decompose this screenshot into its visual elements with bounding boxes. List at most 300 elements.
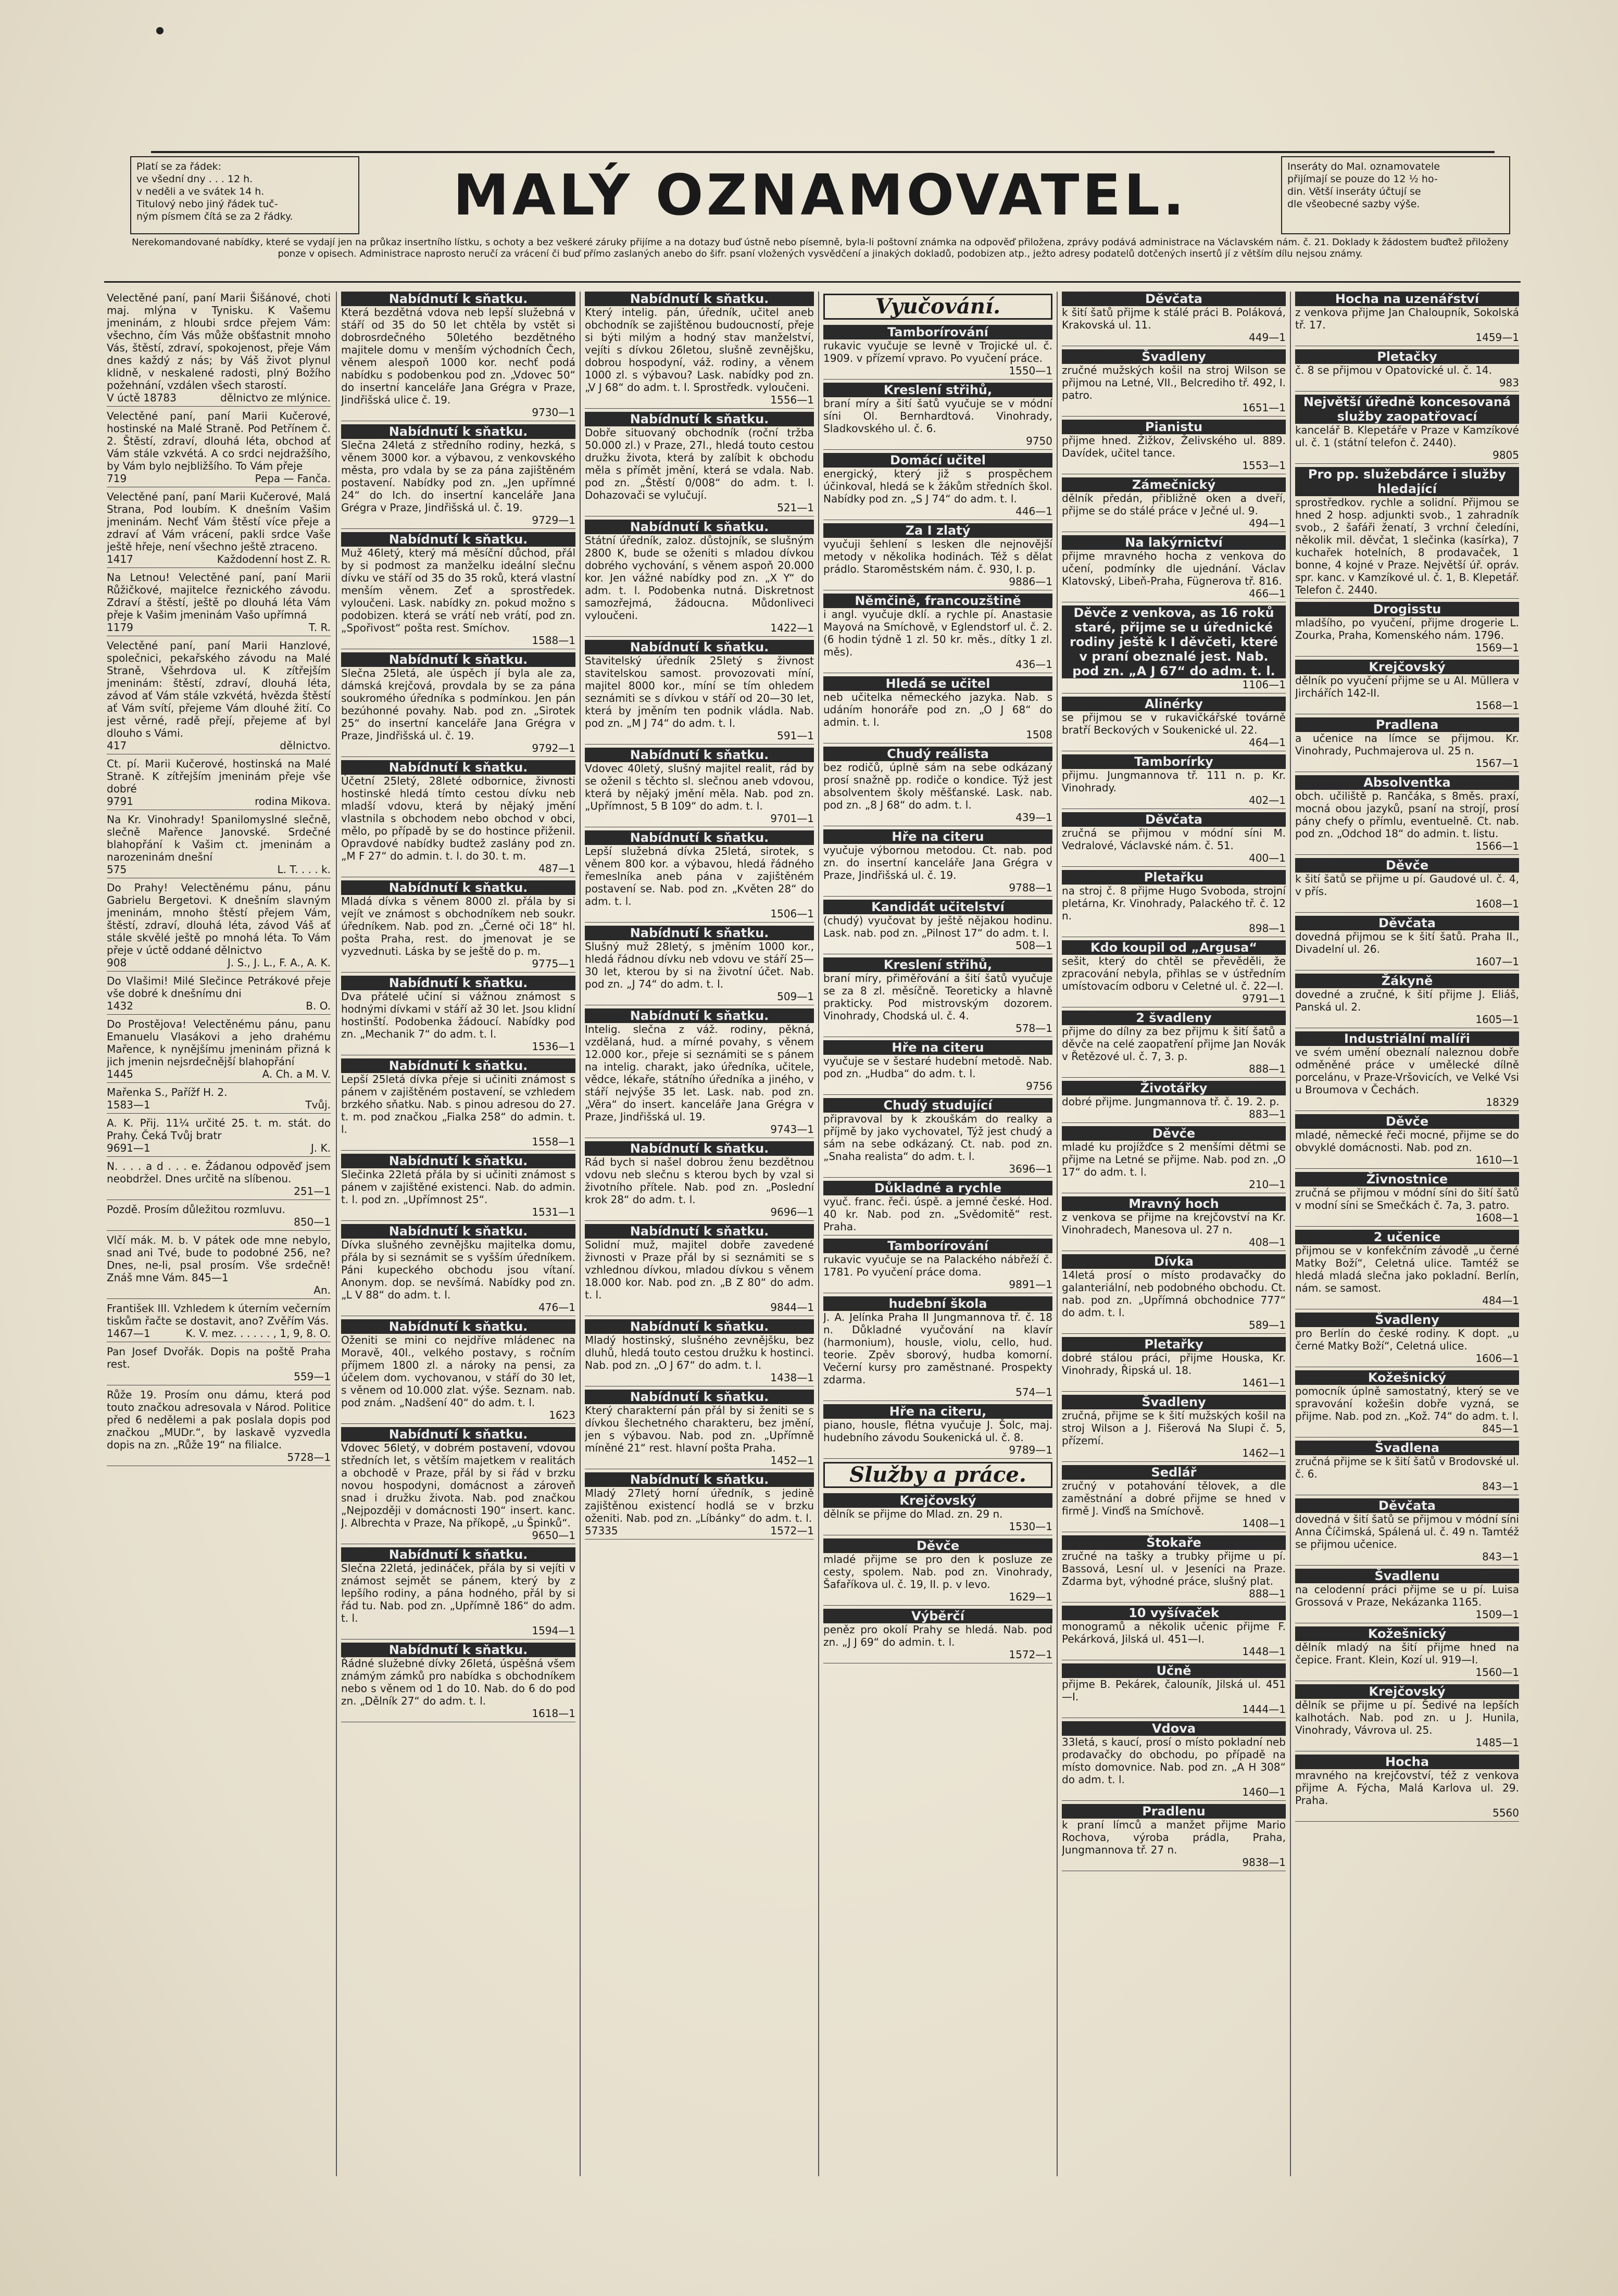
ad-footer-text: 1568—1 [1475, 699, 1519, 712]
ad-body: 14letá prosí o místo prodavačky do galanteriální, neb podobného obchodu. Ct. nab. pod zn. „Upřímná obchodnice 777“ do adm. t. l. [1062, 1269, 1286, 1319]
ad-footer-text: 1106—1 [1242, 678, 1286, 691]
ad-footer [585, 1123, 814, 1136]
ad-heading: Nabídnutí k sňatku. [585, 1472, 814, 1487]
ad-heading: Kožešnický [1295, 1370, 1519, 1385]
ad-footer-text: 1651—1 [1242, 401, 1286, 414]
classified-ad [823, 1239, 1052, 1293]
ad-heading: Nabídnutí k sňatku. [585, 926, 814, 940]
ad-heading: Nabídnutí k sňatku. [585, 292, 814, 306]
ad-footer [1062, 1517, 1286, 1530]
ad-footer [1295, 1608, 1519, 1621]
ad-footer [1062, 459, 1286, 472]
ad-footer-text: 466—1 [1249, 587, 1286, 600]
ad-heading: Děvče z venkova, as 16 roků staré, přijme se u úřednické rodiny ještě k I děvčeti, které v praní obeznalé jest. Nab. pod zn. „A J 67“ do adm. t. l. [1062, 605, 1286, 678]
ad-footer [1295, 1013, 1519, 1026]
ad-footer-text: 9791 [107, 795, 133, 808]
ad-body: rukavic vyučuje se levně v Trojické ul. č. 1909. v přízemí vpravo. Po vyučení práce. [823, 339, 1052, 364]
ad-body: Pan Josef Dvořák. Dopis na poště Praha rest. [107, 1345, 331, 1370]
ad-body: Který intelig. pán, úředník, učitel aneb obchodník se zajištěnou budoucností, přeje si býti milým a hodný stav manželství, vejíti s dívkou 26letou, slušně zevnějšku, dobrou hospodyní, váž. rodiny, a věnem 1000 zl. s výbavou? Lask. nabídky pod zn. „V J 68“ do adm. t. l. Sprostředk. vyloučeni. [585, 306, 814, 394]
ad-footer-text: 18329 [1486, 1096, 1519, 1108]
ad-footer [341, 1707, 575, 1720]
classified-ad [341, 652, 575, 757]
ad-footer-text: dělnictvo ze mlýnice. [220, 392, 331, 404]
top-rule [151, 151, 1495, 153]
classified-ad [1062, 1465, 1286, 1532]
ad-footer [1295, 1154, 1519, 1166]
ad-footer-text: 484—1 [1482, 1294, 1519, 1307]
ad-body: rukavic vyučuje se na Palackého nábřeží č. 1781. Po vyučení práce doma. [823, 1253, 1052, 1278]
ad-footer-text: T. R. [308, 621, 331, 634]
ad-footer [1295, 1480, 1519, 1493]
ad-body: Do Prostějova! Velectěnému pánu, panu Emanuelu Vlasákovi a jeho drahému Mařence, k nynějšímu jmeninám přizná k jich jmenin nejsrdečnější blahopřání [107, 1018, 331, 1068]
ad-heading: Kreslení střihů, [823, 383, 1052, 397]
classified-ad [1062, 1337, 1286, 1392]
ad-heading: Švadleny [1062, 349, 1286, 364]
ad-footer-text: 1610—1 [1475, 1154, 1519, 1166]
ad-footer-text: 476—1 [538, 1301, 575, 1314]
classified-ad [1062, 1126, 1286, 1193]
classified-ad [1295, 1498, 1519, 1566]
ad-heading: Tamborírování [823, 325, 1052, 339]
ad-body: Velectěné paní, paní Marii Šišánové, choti maj. mlýna v Tynisku. K Vašemu jmeninám, z hloubi srdce přejem Vám: všechno, čím Vás může obšťastnit mnoho Vás, štěstí, zdraví, spokojenost, přeje Vám dnes každý z nás; by Váš život plynul klidně, v neskalené radosti, plný Božího požehnání, vzdálen všech starostí. [107, 292, 331, 392]
ad-footer-text: 1438—1 [770, 1371, 814, 1384]
classified-ad [1062, 420, 1286, 474]
ad-body: dělník po vyučení přijme se u Al. Müllera v Jirchářích 142-II. [1295, 674, 1519, 699]
ad-body: Slušný muž 28letý, s jměním 1000 kor., hledá řádnou dívku neb vdovu ve stáří 25—30 let, kterou by si na životní účet. Nab. pod zn. „J 74“ do adm. t. l. [585, 940, 814, 990]
ad-footer-text: 1461—1 [1242, 1377, 1286, 1389]
ad-footer [1295, 1294, 1519, 1307]
ad-footer [1295, 449, 1519, 461]
classified-ad [823, 1181, 1052, 1235]
ad-body: mladšího, po vyučení, přijme drogerie L. Zourka, Praha, Komenského nám. 1796. [1295, 616, 1519, 641]
ad-heading: Hře na citeru [823, 829, 1052, 844]
ad-footer-text: 9791—1 [1242, 992, 1286, 1005]
ad-footer-text: 9743—1 [770, 1123, 814, 1136]
ad-heading: Švadleny [1062, 1395, 1286, 1409]
ad-footer-text: 843—1 [1482, 1480, 1519, 1493]
ad-footer-text: 1445 [107, 1068, 133, 1080]
classified-ad [1295, 395, 1519, 464]
ad-footer-text: Každodenní host Z. R. [217, 553, 331, 565]
ad-footer-text: 1605—1 [1475, 1013, 1519, 1026]
ad-footer-text: J. S., J. L., F. A., A. K. [227, 956, 331, 969]
ad-footer-text: 1608—1 [1475, 1212, 1519, 1224]
classified-ad [1062, 292, 1286, 346]
classified-ad [585, 748, 814, 827]
ad-footer [1295, 376, 1519, 389]
classified-ad [107, 1117, 331, 1157]
box-line: Titulový nebo jiný řádek tuč- [136, 198, 278, 210]
classified-ad [341, 1427, 575, 1544]
ad-footer [585, 1371, 814, 1384]
ad-footer [107, 621, 331, 634]
ad-footer-text: 1550—1 [1009, 364, 1052, 377]
ad-heading: Švadleny [1295, 1313, 1519, 1327]
classified-ad [107, 490, 331, 568]
ad-heading: Důkladné a rychle [823, 1181, 1052, 1195]
classified-ad [823, 747, 1052, 826]
ad-body: mravného na krejčovství, též z venkova přijme A. Fýcha, Malá Karlova ul. 29. Praha. [1295, 1769, 1519, 1807]
ad-body: přijmou se v konfekčním závodě „u černé Matky Boží“, Celetná ulice. Tamtéž se hledá mladá slečna jako pokladní. Berlín, nám. se samost. [1295, 1244, 1519, 1294]
ad-footer-text: 1556—1 [770, 394, 814, 406]
ad-footer-text: 559—1 [294, 1370, 331, 1383]
ad-body: zručná přijme se k šití šatů v Brodovské ul. č. 6. [1295, 1455, 1519, 1480]
classified-ad [585, 1141, 814, 1221]
classified-ad [1295, 1031, 1519, 1111]
ad-footer [1062, 331, 1286, 344]
ad-footer [107, 472, 331, 485]
ad-heading: Pletařky [1062, 1337, 1286, 1352]
classified-ad [1062, 940, 1286, 1007]
ad-footer [1295, 1096, 1519, 1108]
classified-ad [1295, 292, 1519, 346]
classified-ad [585, 1008, 814, 1138]
ad-footer [1062, 922, 1286, 935]
ad-heading: Vdova [1062, 1721, 1286, 1736]
ad-body: Mladý hostinský, slušného zevnějšku, bez dluhů, hledá touto cestou družku k hostinci. Nab. pod zn. „O J 67“ do adm. t. l. [585, 1334, 814, 1371]
ad-footer-text: 1566—1 [1475, 840, 1519, 852]
ad-footer-text: 436—1 [1015, 658, 1052, 671]
ad-footer-text: 9691—1 [107, 1142, 150, 1154]
ad-heading: Kandidát učitelství [823, 900, 1052, 914]
ad-footer [823, 811, 1052, 824]
ad-footer-text: J. K. [310, 1142, 331, 1154]
ad-heading: Pradlena [1295, 717, 1519, 732]
ad-footer-text: 509—1 [777, 990, 814, 1003]
ad-body: Řádné služebné dívky 26letá, úspěšná všem známým zámků pro nabídka s obchodníkem nebo s věnem od 1 do 10. Nab. do 6 do pod zn. „Dělník 27“ do adm. t. l. [341, 1657, 575, 1707]
ad-body: zručná se přijmou v módní síni do šití šatů v modní síni se Smečkách č. 7a, 3. patro. [1295, 1187, 1519, 1212]
ad-body: vyučuji šehlení s lesken dle nejnovější metody v několika hodinách. Též s dělat prádlo. Staroměstském nám. č. 930, I. p. [823, 538, 1052, 575]
ad-footer [1062, 1786, 1286, 1798]
ad-footer [1062, 517, 1286, 529]
classified-ad [1062, 870, 1286, 937]
ad-footer-text: 1460—1 [1242, 1786, 1286, 1798]
ad-body: Velectěné paní, paní Marii Kučerové, Malá Strana, Pod loubím. K dnešním Vašim jmeninám. Nechť Vám štěstí více přeje a zdraví ať Vám vrácení, pakli srdce Vaše ještě hřeje, není všechno ještě ztraceno. [107, 490, 331, 553]
ad-footer-text: 888—1 [1249, 1063, 1286, 1075]
header-rule [104, 281, 1521, 283]
column-divider [818, 292, 819, 2176]
ad-heading: Švadlenu [1295, 1569, 1519, 1583]
ad-body: Mařenka S., Pařížf H. 2. [107, 1086, 228, 1099]
ad-heading: Zámečnický [1062, 477, 1286, 492]
ad-footer-text: 883—1 [1249, 1108, 1286, 1120]
ad-body: se přijmou se v rukavičkářské továrně bratří Beckových v Soukenické ul. 22. [1062, 711, 1286, 736]
classified-ad [1295, 1569, 1519, 1623]
ad-footer-text: 1444—1 [1242, 1703, 1286, 1715]
classified-ad [1295, 1172, 1519, 1227]
column-divider [336, 292, 337, 2176]
ad-column-2 [341, 292, 575, 2187]
ad-footer [341, 406, 575, 419]
ad-heading: Štokaře [1062, 1535, 1286, 1550]
ad-footer [107, 739, 331, 752]
ad-footer [823, 939, 1052, 952]
classified-ad [1295, 1626, 1519, 1681]
classified-ad [1062, 1254, 1286, 1334]
punch-hole-mark [156, 27, 164, 34]
ad-footer [1295, 1666, 1519, 1679]
ad-body: Do Vlašimi! Milé Slečince Petrákové přeje vše dobré k dnešnímu dni [107, 975, 331, 1000]
ad-body: k šití šatů přijme k stálé práci B. Poláková, Krakovská ul. 11. [1062, 306, 1286, 331]
classified-ad [1062, 1535, 1286, 1603]
ad-footer [341, 1136, 575, 1148]
ad-footer-text: 9701—1 [770, 812, 814, 825]
ad-footer [823, 1163, 1052, 1175]
ad-heading: 2 učenice [1295, 1230, 1519, 1244]
classified-ad [107, 758, 331, 810]
ad-footer-text: 494—1 [1249, 517, 1286, 529]
ad-body: přijme B. Pekárek, čalouník, Jilská ul. 451—I. [1062, 1678, 1286, 1703]
classified-ad [823, 1040, 1052, 1095]
ad-body: Dobře situovaný obchodník (roční tržba 50.000 zl.) v Praze, 27l., hledá touto cestou družku života, která by zalíbit k obchodu měla s přímět jmění, která se vdala. Nab. pod zn. „Štěstí 0/008“ do adm. t. l. Dohazovači se vylučují. [585, 426, 814, 501]
ad-body: obch. učiliště p. Rančáka, s 8měs. praxí, mocná obou jazyků, psaní na strojí, prosí pány chefy o přímlu, eventuelně. Ct. nab. pod zn. „Odchod 18“ do admin. t. listu. [1295, 790, 1519, 840]
ad-footer-text: 251—1 [294, 1185, 331, 1197]
ad-footer-text: 1459—1 [1475, 331, 1519, 344]
ad-heading: Nabídnutí k sňatku. [341, 1224, 575, 1239]
box-line: din. Větší inseráty účtují se [1287, 186, 1421, 197]
ad-heading: Kreslení střihů, [823, 957, 1052, 972]
ad-footer-text: 521—1 [777, 501, 814, 514]
ad-body: Vdovec 40letý, slušný majitel realit, rád by se oženil s těchto sl. slečnou aneb vdovou, která by nějaký jmění měla. Nab. pod zn. „Upřímnost, 5 B 109“ do adm. t. l. [585, 762, 814, 812]
classified-ad [823, 594, 1052, 673]
classified-ad [341, 1224, 575, 1316]
ad-footer [107, 1370, 331, 1383]
ad-footer [341, 742, 575, 754]
ad-body: Ct. pí. Marii Kučerové, hostinská na Malé Straně. K zítřejším jmeninám přeje vše dobré [107, 758, 331, 795]
ad-footer [1295, 1736, 1519, 1749]
classified-ad [341, 1547, 575, 1639]
ad-body: Lepší služebná dívka 25letá, sirotek, s věnem 800 kor. a výbavou, hledá řádného řemeslníka aneb pána v zajištěném postavení se. Nab. pod zn. „Květen 28“ do adm. t. l. [585, 845, 814, 907]
ad-heading: Tamborírování [823, 1239, 1052, 1253]
ad-body: Na Letnou! Velectěné paní, paní Marii Růžičkové, majitelce řeznického závodu. Zdraví a štěstí, ještě po dlouhá léta Vám přeje k Vašim jmeninám Vašo upřímná [107, 571, 331, 621]
ad-body: zručný v potahování tělovek, a dle zaměstnání a dobré přijme se hned v firmě J. Vinďš na Smíchově. [1062, 1480, 1286, 1517]
ad-footer-text: 1606—1 [1475, 1352, 1519, 1365]
ad-body: pomocník úplně samostatný, který se ve spravování kožešin dobře vyzná, se přijme. Nab. pod zn. „Kož. 74“ do adm. t. l. [1295, 1385, 1519, 1422]
classified-ad [1062, 1011, 1286, 1078]
ad-footer-text: 57335 [585, 1524, 618, 1537]
ad-heading: Nabídnutí k sňatku. [341, 1058, 575, 1073]
ad-body: sprostředkov. rychle a solidní. Přijmou se hned 2 hosp. adjunkti svob., 1 zahradník svob., 2 šafáři ženatí, 3 vrchní čeledíni, několik mil. děvčat, 1 slečinka (kasírka), 7 kuchařek hotelních, 8 prodavaček, 1 bonne, 4 kojné v Praze. Největší úř. opráv. spr. kanc. v Kamzíkové ul. č. 1, B. Klepetář. Telefon č. 2440. [1295, 496, 1519, 596]
classified-ad [1295, 1313, 1519, 1367]
ad-body: mladé, německé řeči mocné, přijme se do obvyklé domácnosti. Nab. pod zn. [1295, 1129, 1519, 1154]
classified-ad [341, 1058, 575, 1151]
ad-footer-text: 9730—1 [532, 406, 575, 419]
ad-heading: Nabídnutí k sňatku. [585, 1390, 814, 1404]
ad-heading: Děvčata [1062, 292, 1286, 306]
ad-body: pro Berlín do české rodiny. K dopt. „u černé Matky Boží“, Celetná ulice. [1295, 1327, 1519, 1352]
ad-body: dělník se přijme do Mlad. zn. 29 n. [823, 1508, 1003, 1520]
ad-heading: Hocha na uzenářství [1295, 292, 1519, 306]
ad-heading: Děvče [1062, 1126, 1286, 1141]
ad-body: přijmu. Jungmannova tř. 111 n. p. Kr. Vinohrady. [1062, 769, 1286, 794]
ad-body: Velectěné paní, paní Marii Hanzlové, společnici, pekařského závodu na Malé Straně, Všehrdova ul. K zítřejším jmeninám: štěstí, zdraví, dlouhá léta, závod ať Vám stále vzkvétá, hvězda štěstí ať Vám svítí, přejeme Vám dlouhé žití. Co jest věrné, radě přejí, přejeme ať byl dlouho s Vámi. [107, 639, 331, 739]
classified-ad [107, 1086, 331, 1114]
ad-heading: Děvčata [1295, 916, 1519, 930]
ad-body: Státní úředník, zaloz. důstojník, se slušným 2800 K, bude se oženiti s mladou dívkou dobrého vychování, s věnem aspoň 20.000 kor. Jen vážné nabídky pod zn. „X Y“ do adm. t. l. Podobenka nutná. Diskretnost samozřejmá, žádoucna. Můdonliveci vyloučeni. [585, 534, 814, 622]
classified-ad [1295, 916, 1519, 970]
ad-footer-text: 908 [107, 956, 127, 969]
ad-body: sešit, který do chtěl se převěděli, že zpracování nebyla, přihlas se v ústředním umístovacím odboru v Celetné ul. č. 22—I. [1062, 955, 1286, 992]
ad-footer [1062, 1319, 1286, 1331]
ad-footer [1295, 1212, 1519, 1224]
ad-heading: Nabídnutí k sňatku. [341, 1319, 575, 1334]
classified-ad [823, 1538, 1052, 1606]
ad-heading: Hře na citeru, [823, 1404, 1052, 1419]
ad-heading: Krejčovský [1295, 1684, 1519, 1699]
classified-ad [1062, 1395, 1286, 1462]
ad-body: z venkova přijme Jan Chaloupník, Sokolská tř. 17. [1295, 306, 1519, 331]
ad-footer-text: 9696—1 [770, 1206, 814, 1218]
ad-footer [823, 1022, 1052, 1035]
ad-body: na celodenní práci přijme se u pí. Luisa Grossová v Praze, Nekázanka 1165. [1295, 1583, 1519, 1608]
ad-footer [585, 1454, 814, 1467]
ad-heading: Hocha [1295, 1755, 1519, 1769]
ad-footer-text: 1536—1 [532, 1040, 575, 1053]
classified-ad [1062, 1081, 1286, 1123]
ad-heading: Hledá se učitel [823, 676, 1052, 691]
ad-footer [1062, 1447, 1286, 1459]
ad-footer-text: 9886—1 [1009, 575, 1052, 588]
classified-ad [107, 1203, 331, 1231]
ad-footer-text: 1179 [107, 621, 133, 634]
ad-column-5 [1062, 292, 1286, 2187]
ad-footer [341, 634, 575, 647]
ad-footer-text: 1583—1 [107, 1099, 150, 1111]
ad-heading: Nabídnutí k sňatku. [341, 880, 575, 895]
ad-body: mladé přijme se pro den k posluze ze cesty, spolem. Nab. pod zn. Vinohrady, Šafaříkova ul. č. 19, II. p. v levo. [823, 1553, 1052, 1591]
ad-heading: Nabídnutí k sňatku. [341, 652, 575, 667]
ad-body: Slečinka 22letá přála by si učiniti známost s pánem v zajištěné existenci. Nab. do admin. t. l. pod zn. „Upřímnost 25“. [341, 1168, 575, 1206]
classified-ad [341, 760, 575, 877]
ad-body: Slečna 25letá, ale úspěch jí byla ale za, dámská krejčová, provdala by se za pána soukromého úředníka s podmínkou. Jen pán bezúhonné povahy. Nab. pod zn. „Sirotek 25“ do insertní kanceláře Jana Grégra v Praze, Jindřišská ul. č. 19. [341, 667, 575, 742]
ad-heading: Nabídnutí k sňatku. [341, 532, 575, 547]
ad-heading: Nabídnutí k sňatku. [341, 976, 575, 990]
ad-body: Který charakterní pán přál by si ženiti se s dívkou šlechetného charakteru, bez jmění, jen s výbavou. Nab. pod zn. „Upřímně míněné 21“ rest. hlavní pošta Praha. [585, 1404, 814, 1454]
ad-heading: Pletačky [1295, 349, 1519, 364]
ad-footer-text: dělnictvo. [280, 739, 331, 752]
ad-footer-text: 1588—1 [532, 634, 575, 647]
ad-footer-text: 1485—1 [1475, 1736, 1519, 1749]
ad-body: dobré přijme. Jungmannova tř. č. 19. 2. p. [1062, 1095, 1280, 1108]
ad-footer-text: 1467—1 [107, 1327, 150, 1340]
ad-heading: Nabídnutí k sňatku. [341, 1643, 575, 1657]
classified-ad [107, 292, 331, 407]
ad-heading: Nabídnutí k sňatku. [585, 412, 814, 426]
ad-heading: Děvče [823, 1538, 1052, 1553]
classified-ad [1295, 1441, 1519, 1495]
box-line: v neděli a ve svátek 14 h. [136, 186, 265, 197]
ad-body: dělník mladý na šití přijme hned na čepice. Frant. Klein, Kozí ul. 919—I. [1295, 1641, 1519, 1666]
ad-footer-text: 9805 [1492, 449, 1519, 461]
ad-body: Dva přátelé učiní si vážnou známost s hodnými dívkami v stáří až 30 let. Jsou klidní hostinští. Podobenka žádoucí. Nabídky pod zn. „Mechanik 7“ do adm. t. l. [341, 990, 575, 1040]
classified-ad [107, 1345, 331, 1385]
ad-body: Oženiti se mini co nejdříve mládenec na Moravě, 40l., velkého postavy, s ročním příjmem 1800 zl. a nároky na pensi, za účelem dom. vychovanou, v stáří do 30 let, s věnem od 10.000 zlat. výše. Seznam. nab. pod znám. „Nadšení 40“ do adm. t. l. [341, 1334, 575, 1409]
classified-ad [341, 1154, 575, 1221]
ad-footer-text: 402—1 [1249, 794, 1286, 806]
ad-body: k šití šatů se přijme u pí. Gaudové ul. č. 4, v přís. [1295, 873, 1519, 898]
ad-footer-text: 1508 [1026, 728, 1052, 741]
ad-footer [107, 1068, 331, 1080]
ad-body: Která bezdětná vdova neb lepší služebná v stáří od 35 do 50 let chtěla by vstět si dobrosrdečného 50letého bezdětného majitele domu v menším východních Čech, věnem alespoň 1000 kor. nechť podá nabídku s podobenkou pod zn. „Vdovec 50“ do insertní kanceláře Jana Grégra v Praze, Jindřišská ulice č. 19. [341, 306, 575, 406]
ad-body: A. K. Přij. 11¼ určité 25. t. m. stát. do Prahy. Čeká Tvůj bratr [107, 1117, 331, 1142]
ad-footer-text: 589—1 [1249, 1319, 1286, 1331]
classified-ad [341, 1319, 575, 1424]
ad-column-6 [1295, 292, 1519, 2187]
ad-body: zručné na tašky a trubky přijme u pí. Bassová, Lesní ul. v Jeseníci na Praze. Zdarma byt, výhodné práce, slušný plat. [1062, 1550, 1286, 1587]
box-line: přijímají se pouze do 12 ½ ho- [1287, 173, 1438, 185]
ad-footer [1062, 794, 1286, 806]
classified-ad [823, 1296, 1052, 1401]
ad-footer [1062, 1703, 1286, 1715]
classified-ad [1295, 858, 1519, 913]
ad-body: Růže 19. Prosím onu dámu, která pod touto značkou adresovala v Národ. Politice před 6 nedělemi a pak poslala dopis pod značkou „MUDr.“, by laskavě vyzvedla dopis na zn. „Růže 19“ na filialce. [107, 1389, 331, 1451]
ad-footer [1062, 1108, 1286, 1120]
classified-ad [1062, 812, 1286, 867]
ad-heading: Hře na citeru [823, 1040, 1052, 1055]
ad-heading: Mravný hoch [1062, 1196, 1286, 1211]
ad-footer-text: 9650—1 [532, 1529, 575, 1542]
ad-heading: Kožešnický [1295, 1626, 1519, 1641]
ad-body: dělník se přijme u pí. Šedivé na lepších kalhotách. Nab. pod zn. u J. Hunila, Vinohrady, Vávrova ul. 25. [1295, 1699, 1519, 1736]
classified-ad [1062, 605, 1286, 693]
classified-ad [1062, 1804, 1286, 1871]
classified-ad [107, 410, 331, 487]
classified-ad [823, 676, 1052, 743]
ad-footer-text: 1558—1 [532, 1136, 575, 1148]
ad-footer-text: 508—1 [1015, 939, 1052, 952]
ad-heading: Děvčata [1062, 812, 1286, 827]
ad-footer-text: 400—1 [1249, 852, 1286, 864]
ad-footer-text: rodina Mikova. [255, 795, 331, 808]
ad-footer [823, 1386, 1052, 1398]
box-line: dle všeobecné sazby výše. [1287, 198, 1420, 210]
column-divider [580, 292, 581, 2176]
ad-body: vyuč. franc. řeči. úspě. a jemné české. Hod. 40 kr. Nab. pod zn. „Svědomitě“ rest. Praha. [823, 1195, 1052, 1233]
ad-footer [1295, 757, 1519, 769]
classified-ad [1295, 1755, 1519, 1822]
ad-footer-text: 1531—1 [532, 1206, 575, 1218]
ad-body: J. A. Jelínka Praha II Jungmannova tř. č. 18 n. Důkladné vyučování na klavír (harmonium), housle, violu, cello, hud. teorie. Zpěv sborový, hudba komorní. Večerní kursy pro zaměstnané. Prospekty zdarma. [823, 1311, 1052, 1386]
classified-ad [1062, 349, 1286, 417]
ad-footer [823, 1648, 1052, 1661]
ad-body: dobré stálou práci, přijme Houska, Kr. Vinohrady, Řipská ul. 18. [1062, 1352, 1286, 1377]
ad-footer [341, 514, 575, 526]
ad-footer [341, 1206, 575, 1218]
ad-body: Dívka slušného zevnějšku majitelka domu, přála by si seznámit se s vyšším úředníkem. Páni kupeckého obchodu jsou vítaní. Anonym. dop. se nevšímá. Nabídky pod zn. „L V 88“ do adm. t. l. [341, 1239, 575, 1301]
classified-ad [107, 813, 331, 878]
classified-ad [1062, 697, 1286, 751]
ad-heading: Nabídnutí k sňatku. [585, 1319, 814, 1334]
classified-ad [585, 1390, 814, 1469]
ad-footer [341, 1529, 575, 1542]
ad-footer-text: 1432 [107, 1000, 133, 1012]
ad-footer [585, 729, 814, 742]
ad-footer-text: 983 [1499, 376, 1519, 389]
ad-footer-text: 1553—1 [1242, 459, 1286, 472]
ad-footer [1062, 1645, 1286, 1658]
ad-heading: Za I zlatý [823, 523, 1052, 538]
column-divider [1290, 292, 1291, 2176]
classified-ad [823, 1493, 1052, 1535]
classified-ad [585, 412, 814, 516]
ad-heading: Pro pp. služebdárce i služby hledající [1295, 467, 1519, 496]
ad-heading: Tamborírky [1062, 754, 1286, 769]
price-box [130, 156, 359, 234]
ad-heading: Nabídnutí k sňatku. [585, 640, 814, 654]
classified-ad [341, 880, 575, 973]
ad-footer-text: 898—1 [1249, 922, 1286, 935]
ad-body: Účetní 25letý, 28leté odbornice, živnosti hostinské hledá tímto cestou dívku neb mladší vdovu, která by nějaký jmění vlastnila s obchodem nebo obchod v obci, mělo, po případě by se do hostince přiženil. Opravdové nabídky budtež zaslány pod zn. „M F 27“ do admin. t. l. do 30. t. m. [341, 775, 575, 862]
